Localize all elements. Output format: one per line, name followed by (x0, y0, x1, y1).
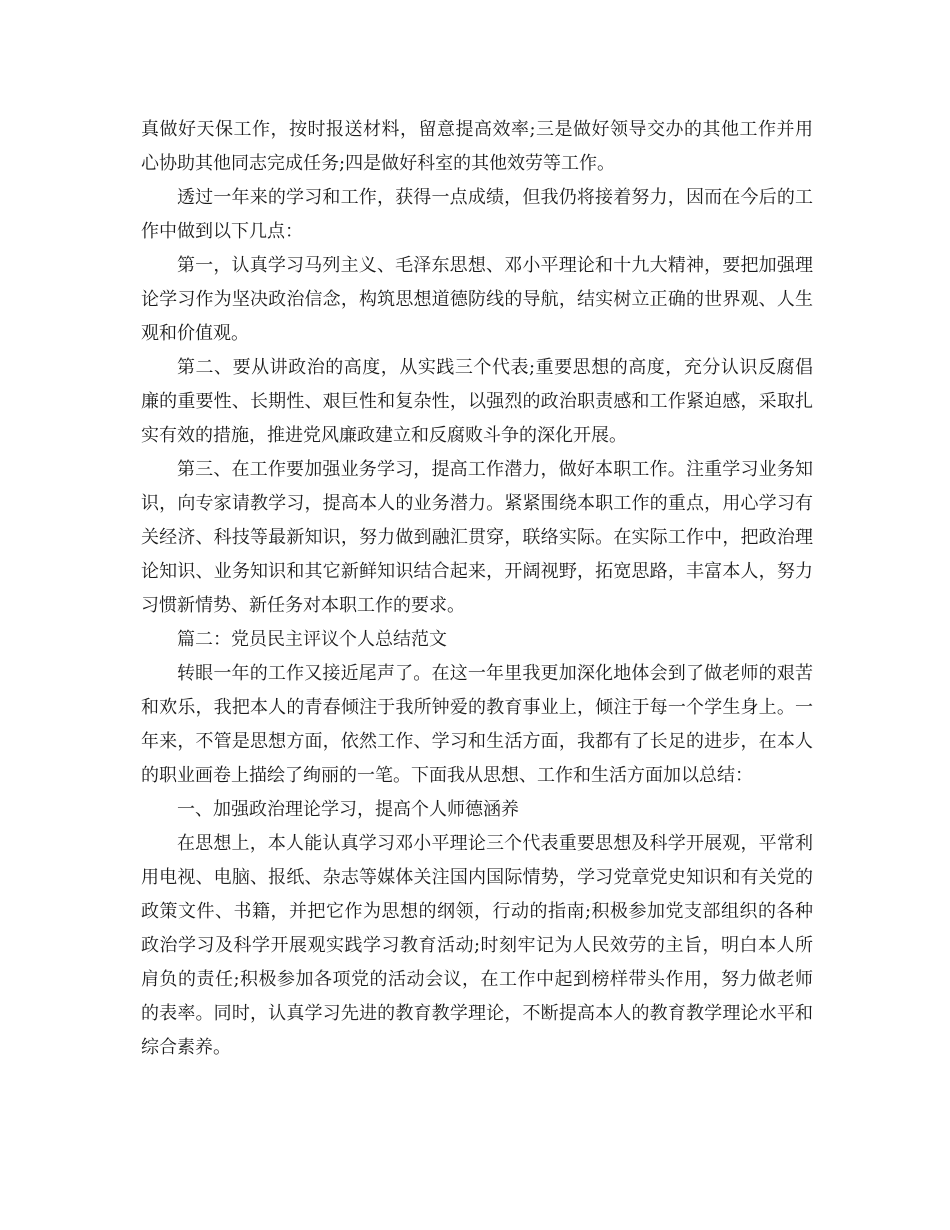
paragraph-continuation: 真做好天保工作，按时报送材料，留意提高效率;三是做好领导交办的其他工作并用心协助其他同志完成任务;四是做好科室的其他效劳等工作。 (141, 119, 813, 174)
paragraph-point-two: 第二、要从讲政治的高度，从实践三个代表;重要思想的高度，充分认识反腐倡廉的重要性、长期性、艰巨性和复杂性，以强烈的政治职责感和工作紧迫感，采取扎实有效的措施，推进党风廉政建立和反腐败斗争的深化开展。 (141, 357, 813, 446)
subheading-political-study: 一、加强政治理论学习，提高个人师德涵养 (177, 799, 519, 820)
paragraph-point-one: 第一，认真学习马列主义、毛泽东思想、邓小平理论和十九大精神，要把加强理论学习作为坚决政治信念，构筑思想道德防线的导航，结实树立正确的世界观、人生观和价值观。 (141, 255, 813, 344)
section-heading-part-two: 篇二：党员民主评议个人总结范文 (177, 629, 447, 650)
paragraph-intro: 透过一年来的学习和工作，获得一点成绩，但我仍将接着努力，因而在今后的工作中做到以下几点： (141, 187, 813, 242)
paragraph-point-three: 第三、在工作要加强业务学习，提高工作潜力，做好本职工作。注重学习业务知识，向专家请教学习，提高本人的业务潜力。紧紧围绕本职工作的重点，用心学习有关经济、科技等最新知识，努力做到融汇贯穿，联络实际。在实际工作中，把政治理论知识、业务知识和其它新鲜知识结合起来，开阔视野，拓宽思路，丰富本人，努力习惯新情势、新任务对本职工作的要求。 (141, 459, 813, 616)
paragraph-ideology: 在思想上，本人能认真学习邓小平理论三个代表重要思想及科学开展观，平常利用电视、电脑、报纸、杂志等媒体关注国内国际情势，学习党章党史知识和有关党的政策文件、书籍，并把它作为思想的纲领，行动的指南;积极参加党支部组织的各种政治学习及科学开展观实践学习教育活动;时刻牢记为人民效劳的主旨，明白本人所肩负的责任;积极参加各项党的活动会议，在工作中起到榜样带头作用，努力做老师的表率。同时，认真学习先进的教育教学理论，不断提高本人的教育教学理论水平和综合素养。 (141, 833, 813, 1058)
paragraph-year-summary: 转眼一年的工作又接近尾声了。在这一年里我更加深化地体会到了做老师的艰苦和欢乐，我把本人的青春倾注于我所钟爱的教育事业上，倾注于每一个学生身上。一年来，不管是思想方面，依然工作、学习和生活方面，我都有了长足的进步，在本人的职业画卷上描绘了绚丽的一笔。下面我从思想、工作和生活方面加以总结： (141, 663, 813, 786)
document-body (141, 113, 813, 1065)
